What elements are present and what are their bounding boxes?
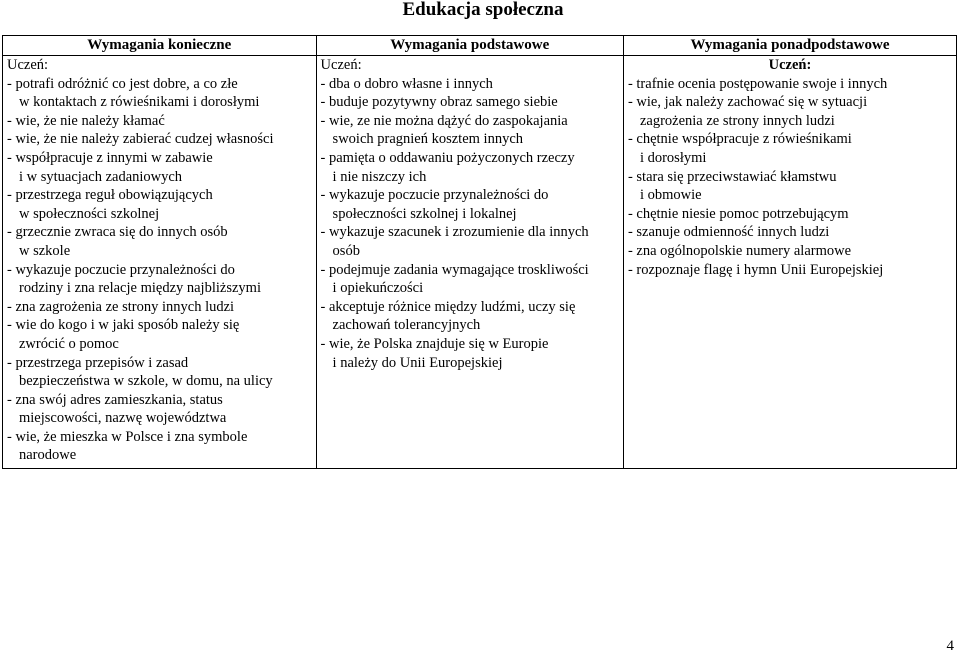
header-wymagania-podstawowe: Wymagania podstawowe: [316, 36, 623, 56]
requirements-list: [628, 75, 952, 280]
cell-wymagania-podstawowe: [316, 56, 623, 469]
list-item: i obmowie: [639, 187, 702, 204]
list-item: w kontaktach z rówieśnikami i dorosłymi: [19, 94, 260, 111]
page-number: 4: [946, 638, 954, 654]
list-item: i nie niszczy ich: [332, 168, 427, 185]
list-item: - buduje pozytywny obraz samego siebie: [320, 94, 558, 111]
list-item: - przestrzega przepisów i zasad: [7, 354, 189, 371]
list-item: - zna ogólnopolskie numery alarmowe: [627, 242, 852, 259]
list-item: - wie, że nie należy zabierać cudzej własności: [7, 131, 274, 148]
list-item: - wie, że nie należy kłamać: [7, 112, 165, 129]
list-item: - zna zagrożenia ze strony innych ludzi: [7, 298, 235, 315]
list-item: i w sytuacjach zadaniowych: [19, 168, 183, 185]
list-item: - pamięta o oddawaniu pożyczonych rzeczy: [320, 149, 575, 166]
list-item: - wie, że Polska znajduje się w Europie: [320, 335, 549, 352]
list-item: - wie, jak należy zachować się w sytuacji: [627, 94, 868, 111]
list-item: w społeczności szkolnej: [19, 205, 160, 222]
list-item: - przestrzega reguł obowiązujących: [7, 187, 213, 204]
list-item: rodziny i zna relacje między najbliższymi: [19, 280, 261, 297]
list-item: - wykazuje poczucie przynależności do: [7, 261, 235, 278]
list-item: - chętnie współpracuje z rówieśnikami: [627, 131, 852, 148]
list-item: społeczności szkolnej i lokalnej: [332, 205, 517, 222]
list-item: - zna swój adres zamieszkania, status: [7, 391, 223, 408]
list-item: osób: [332, 242, 360, 259]
list-item: zagrożenia ze strony innych ludzi: [639, 112, 835, 129]
list-item: - współpracuje z innymi w zabawie: [7, 149, 213, 166]
list-item: - akceptuje różnice między ludźmi, uczy się: [320, 298, 576, 315]
list-item: zwrócić o pomoc: [19, 335, 119, 352]
student-label: Uczeń:: [768, 57, 812, 73]
list-item: - trafnie ocenia postępowanie swoje i innych: [627, 75, 888, 92]
list-item: bezpieczeństwa w szkole, w domu, na ulicy: [19, 373, 273, 390]
list-item: - stara się przeciwstawiać kłamstwu: [627, 168, 837, 185]
requirements-list: [7, 75, 312, 465]
list-item: w szkole: [19, 242, 71, 259]
list-item: - szanuje odmienność innych ludzi: [627, 224, 830, 241]
student-label: Uczeń:: [320, 57, 362, 73]
list-item: - chętnie niesie pomoc potrzebującym: [627, 205, 849, 222]
list-item: - podejmuje zadania wymagające troskliwości: [320, 261, 589, 278]
list-item: - dba o dobro własne i innych: [320, 75, 493, 92]
student-label: Uczeń:: [7, 57, 49, 73]
list-item: - rozpoznaje flagę i hymn Unii Europejskiej: [627, 261, 884, 278]
table-row: [3, 56, 957, 469]
requirements-table: [2, 35, 957, 469]
table-header-row: [3, 36, 957, 56]
list-item: - wie, ze nie można dążyć do zaspokajania: [320, 112, 568, 129]
list-item: narodowe: [19, 447, 77, 464]
list-item: swoich pragnień kosztem innych: [332, 131, 524, 148]
list-item: i należy do Unii Europejskiej: [332, 354, 503, 371]
header-wymagania-konieczne: Wymagania konieczne: [3, 36, 317, 56]
list-item: - wykazuje szacunek i zrozumienie dla innych: [320, 224, 589, 241]
list-item: zachowań tolerancyjnych: [332, 317, 481, 334]
list-item: - wie, że mieszka w Polsce i zna symbole: [7, 428, 248, 445]
list-item: - grzecznie zwraca się do innych osób: [7, 224, 228, 241]
requirements-list: [321, 75, 619, 373]
document-title: Edukacja społeczna: [402, 0, 564, 20]
list-item: miejscowości, nazwę województwa: [19, 410, 227, 427]
cell-wymagania-konieczne: [3, 56, 317, 469]
list-item: - potrafi odróżnić co jest dobre, a co złe: [7, 75, 238, 92]
list-item: - wie do kogo i w jaki sposób należy się: [7, 317, 240, 334]
header-wymagania-ponadpodstawowe: Wymagania ponadpodstawowe: [623, 36, 956, 56]
list-item: i opiekuńczości: [332, 280, 424, 297]
list-item: - wykazuje poczucie przynależności do: [320, 187, 549, 204]
list-item: i dorosłymi: [639, 149, 707, 166]
cell-wymagania-ponadpodstawowe: [623, 56, 956, 469]
